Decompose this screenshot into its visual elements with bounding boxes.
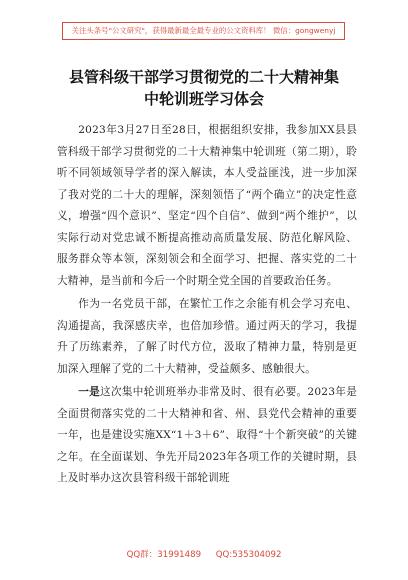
paragraph-1: 2023年3月27日至28日，根据组织安排，我参加XX县县管科级干部学习贯彻党的二十大精神集中轮训班（第二期），聆听不同领域领导学者的深入解读，本人受益匪浅，进一步加深了我对党的二十大的理解，深刻领悟了“两个确立”的决定性意义，增强“四个意识”、坚定“四个自信”、做到“两个维护”，以实际行动对党忠诚不断提高推动高质量发展、防范化解风险、服务群众等本领，深刻领会和全面学习、把握、落实党的二十大精神，是当前和今后一个时期全党全国的首要政治任务。 bbox=[57, 124, 357, 287]
document-title-line-2: 中轮训班学习体会 bbox=[143, 90, 264, 108]
document-title-line-1: 县管科级干部学习贯彻党的二十大精神集 bbox=[68, 68, 339, 86]
paragraph-3-text: 这次集中轮训班举办非常及时、很有必要。2023年是全面贯彻落实党的二十大精神和省、州、县党代会精神的重要一年，也是建设实施XX“1＋3＋6”、取得“十个新突破”的关键之年。在全面谋划、争先开局2023年各项工作的关键时期，县上及时举办这次县管科级干部轮训班 bbox=[57, 386, 357, 484]
header-banner: 关注头条号"公文研究"，获得最新最全最专业的公文资料库！ 微信：gongwenyj bbox=[62, 22, 345, 40]
paragraph-3-lead: 一是 bbox=[78, 386, 101, 398]
paragraph-3 bbox=[57, 382, 357, 490]
paragraph-2: 作为一名党员干部，在繁忙工作之余能有机会学习充电、沟通提高，我深感庆幸，也倍加珍惜。通过两天的学习，我提升了历练素养，了解了时代方位，汲取了精神力量，特别是更加深入理解了党的二十大精神，受益颇多、感触很大。 bbox=[57, 298, 357, 375]
footer-qq-group: QQ群：31991489 bbox=[126, 550, 202, 560]
footer bbox=[0, 548, 408, 560]
document-body bbox=[57, 120, 357, 490]
footer-qq: QQ:535304092 bbox=[215, 550, 282, 560]
